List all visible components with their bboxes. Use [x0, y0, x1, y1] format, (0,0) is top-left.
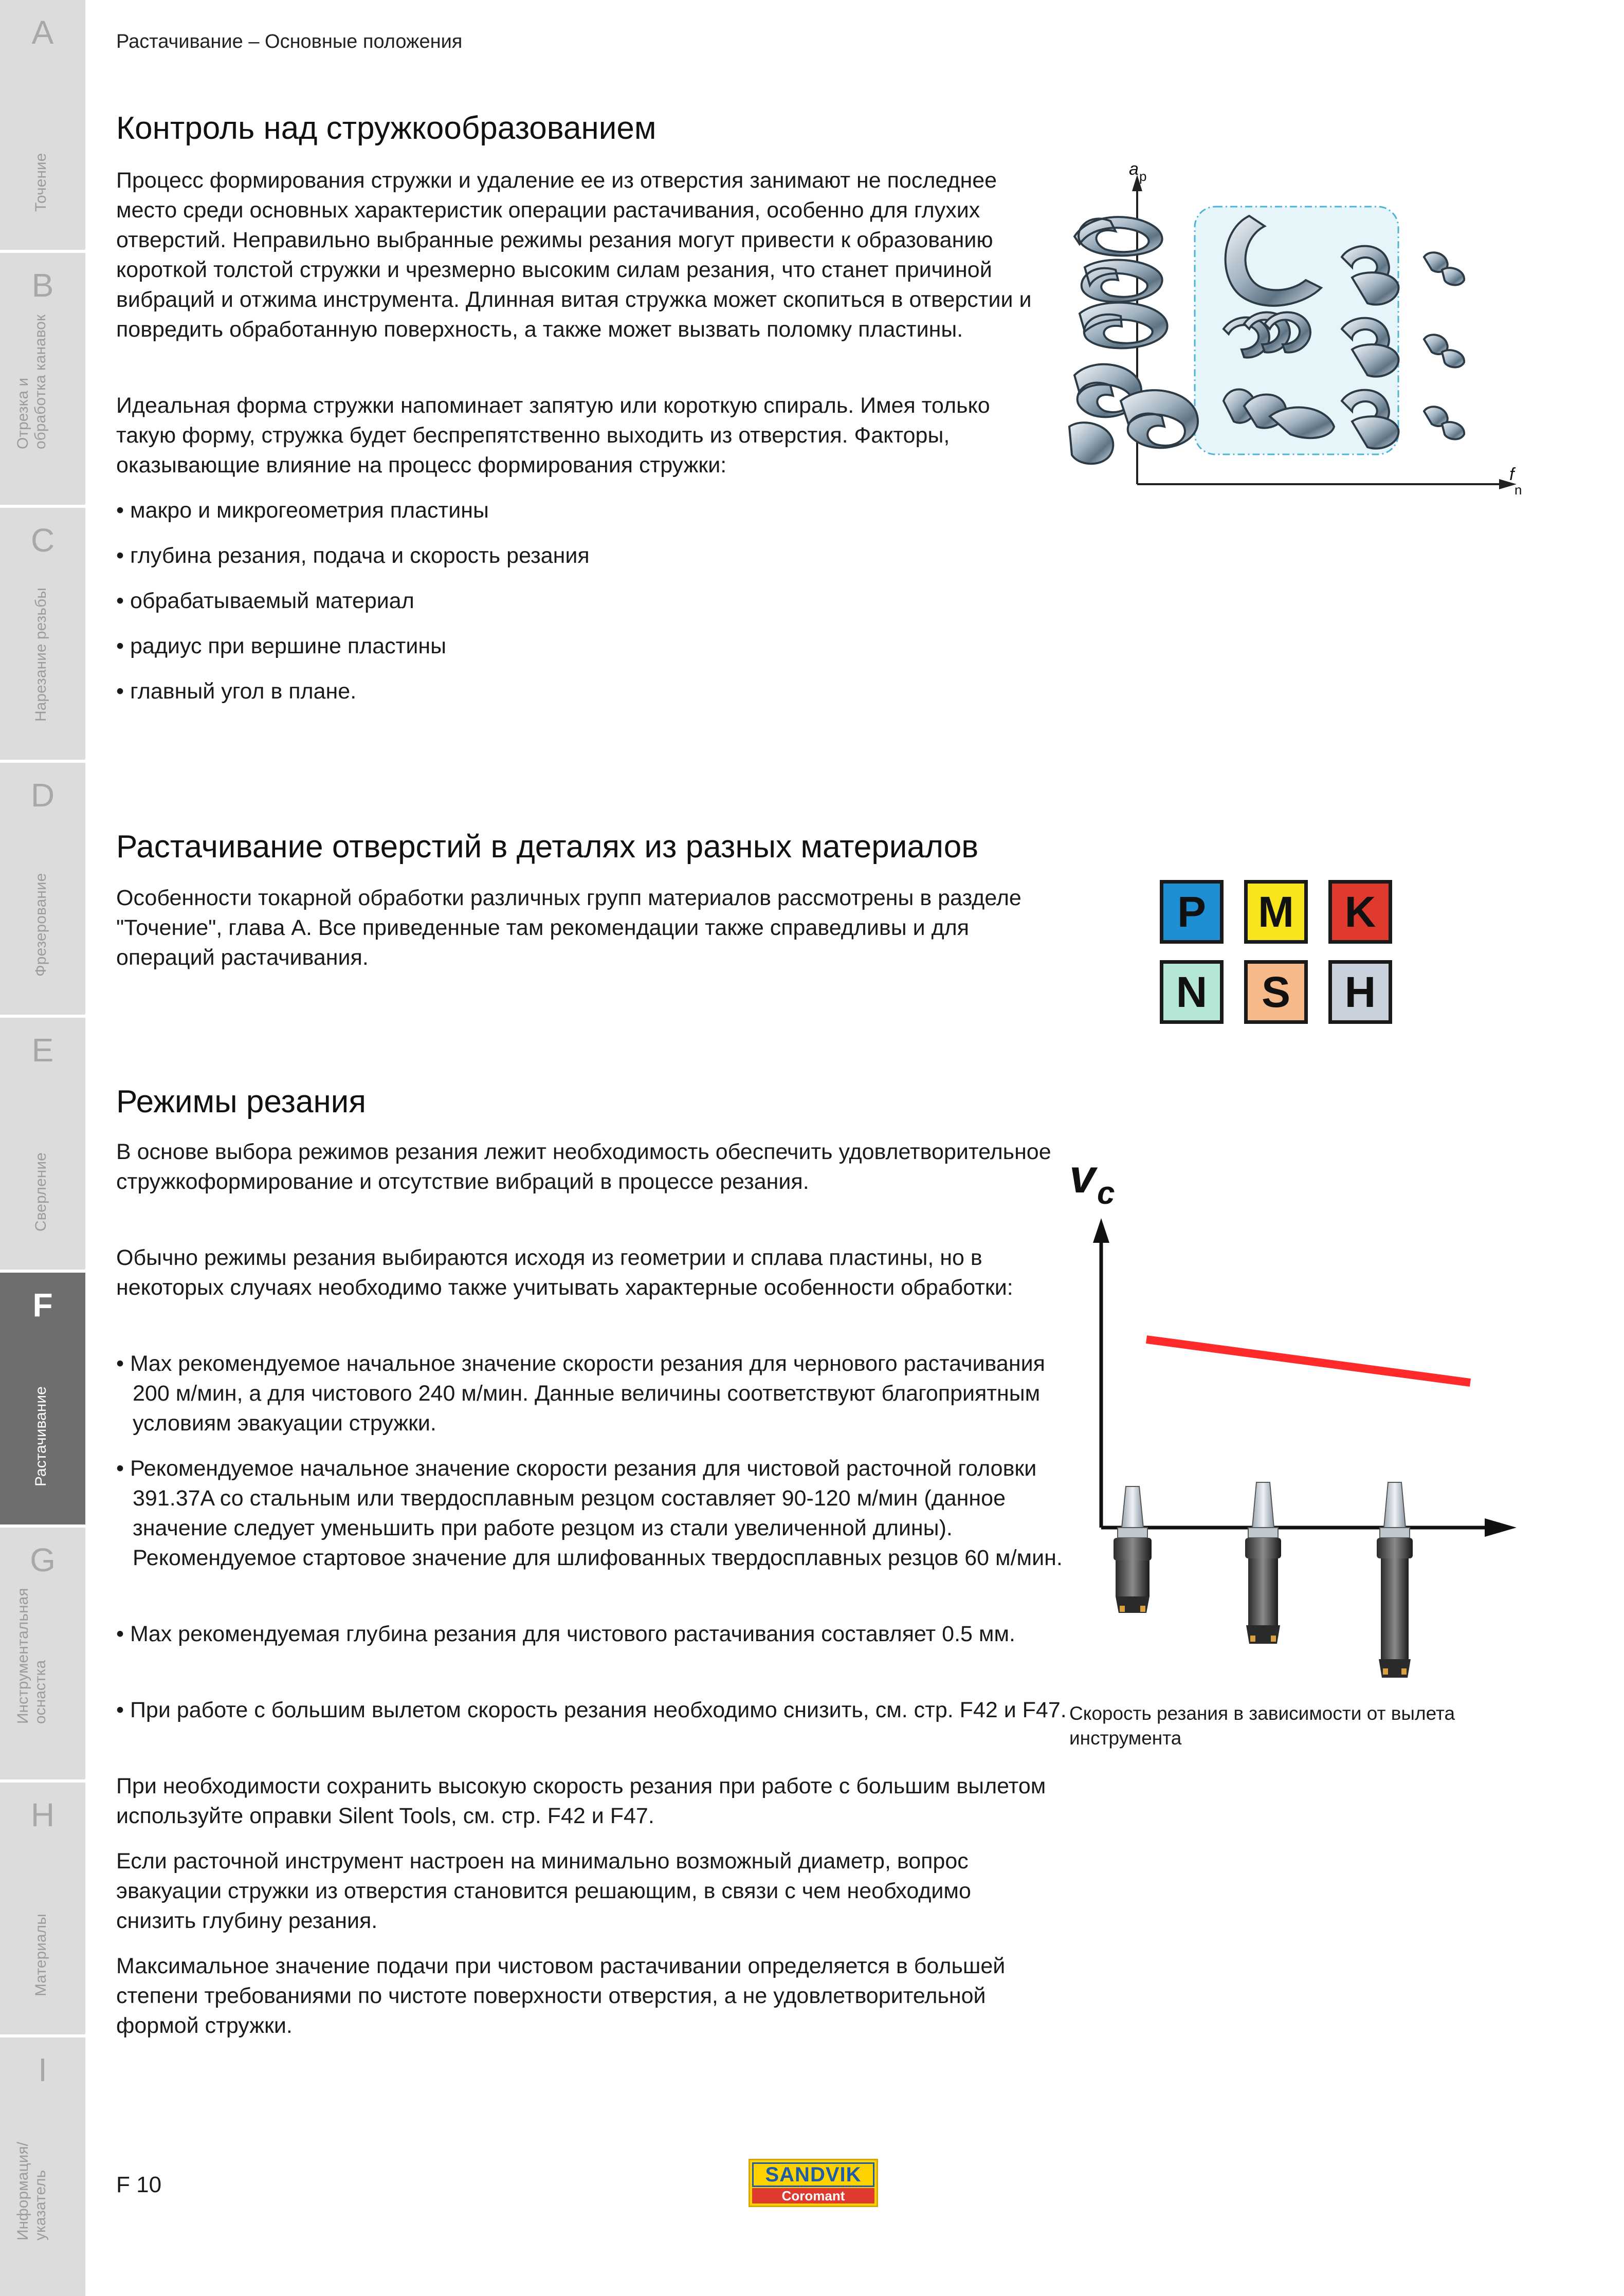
iso-group-p: P	[1160, 880, 1224, 944]
tab-label: Сверление	[32, 1152, 49, 1232]
logo-subline: Coromant	[752, 2188, 874, 2203]
list-item: • Max рекомендуемое начальное значение скорости резания для чернового растачивания 200 м/мин, а для чистового 240 м/мин. Данные величины соответствуют благоприятным условиям эвакуации стружки.	[116, 1351, 1045, 1436]
tab-letter: A	[31, 14, 54, 51]
paragraph: Процесс формирования стружки и удаление ее из отверстия занимают не последнее место среди основных характеристик операции растачивания, особенно для глухих отверстий. Неправильно выбранные режимы резания могут привести к образованию короткой толстой стружки и чрезмерно высоким силам резания, что станет причиной вибраций и отжима инструмента. Длинная витая стружка может скопиться в отверстии и повредить обработанную поверхность, а также может вызвать поломку пластины.	[116, 168, 1032, 342]
tab-parting-grooving[interactable]	[0, 253, 85, 508]
x-axis-subscript: n	[1514, 482, 1522, 498]
tab-letter: F	[32, 1287, 53, 1324]
tab-tool-holding[interactable]	[0, 1528, 85, 1783]
chart-x-arrow	[1485, 1518, 1517, 1537]
list-item: • макро и микрогеометрия пластины	[116, 498, 489, 523]
list-item: • обрабатываемый материал	[116, 589, 414, 613]
chart-caption: Скорость резания в зависимости от вылета инструмента	[1069, 1703, 1455, 1749]
page-number: F 10	[116, 2172, 162, 2197]
tab-label: Нарезание резьбы	[32, 587, 49, 722]
list-item: • При работе с большим вылетом скорость резания необходимо снизить, см. стр. F42 и F47.	[116, 1698, 1067, 1722]
list-item: • радиус при вершине пластины	[116, 634, 447, 658]
boring-tool-long	[1377, 1482, 1413, 1678]
running-header: Растачивание – Основные положения	[116, 31, 463, 52]
chart-y-subscript: c	[1097, 1175, 1115, 1211]
tab-drilling[interactable]	[0, 1018, 85, 1273]
iso-group-m: M	[1244, 880, 1308, 944]
section-title-materials: Растачивание отверстий в деталях из разных материалов	[116, 829, 979, 865]
tab-label: Точение	[32, 153, 49, 212]
long-chip-group	[1069, 217, 1198, 464]
boring-tool-medium	[1245, 1482, 1281, 1644]
sandvik-coromant-logo	[749, 2159, 878, 2207]
tab-boring[interactable]	[0, 1273, 85, 1528]
section-title-cutting-data: Режимы резания	[116, 1084, 366, 1119]
y-axis-label: a	[1129, 159, 1139, 179]
tab-threading[interactable]	[0, 508, 85, 763]
list-item: • Рекомендуемое начальное значение скорости резания для чистовой расточной головки 391.37A со стальным или твердосплавным резцом составляет 90-120 м/мин (данное значение следует уменьшить при работе резцом из стали увеличенной длины). Рекомендуемое стартовое значение для шлифованных твердосплавных резцов 60 м/мин.	[116, 1456, 1063, 1570]
logo-wordmark: SANDVIK	[752, 2162, 874, 2187]
cutting-speed-trend-line	[1146, 1339, 1470, 1383]
tab-letter: H	[30, 1796, 55, 1833]
paragraph: Идеальная форма стружки напоминает запятую или короткую спираль. Имея только такую форму, стружка будет беспрепятственно выходить из отверстия. Факторы, оказывающие влияние на процесс формирования стружки:	[116, 393, 990, 477]
paragraph: Обычно режимы резания выбираются исходя из геометрии и сплава пластины, но в некоторых случаях необходимо также учитывать характерные особенности обработки:	[116, 1245, 1013, 1300]
fragmented-chip-group	[1424, 252, 1464, 439]
chart-y-arrow	[1093, 1218, 1109, 1243]
chart-y-label: v	[1069, 1150, 1096, 1203]
tab-label: Отрезка и обработка канавок	[14, 314, 49, 449]
iso-group-h: H	[1328, 960, 1392, 1024]
chapter-tabs	[0, 0, 85, 2296]
tab-letter: C	[30, 522, 55, 559]
tab-letter: G	[30, 1541, 56, 1578]
boring-tool-short	[1114, 1486, 1152, 1613]
list-item: • главный угол в плане.	[116, 679, 357, 704]
tab-turning[interactable]	[0, 0, 85, 253]
tab-label: Инструментальная оснастка	[14, 1588, 49, 1724]
list-item: • Max рекомендуемая глубина резания для чистового растачивания составляет 0.5 мм.	[116, 1622, 1015, 1646]
iso-group-s: S	[1244, 960, 1308, 1024]
cutting-speed-overhang-chart	[1064, 1141, 1527, 1706]
iso-group-n: N	[1160, 960, 1224, 1024]
tab-letter: B	[31, 267, 54, 304]
tab-information-index[interactable]	[0, 2037, 85, 2296]
paragraph: Максимальное значение подачи при чистовом растачивании определяется в большей степени требованиями по чистоте поверхности отверстия, а не удовлетворительной формой стружки.	[116, 1954, 1006, 2038]
tab-letter: I	[38, 2051, 47, 2088]
paragraph: При необходимости сохранить высокую скорость резания при работе с большим вылетом используйте оправки Silent Tools, см. стр. F42 и F47.	[116, 1774, 1046, 1828]
tab-label: Информация/ указатель	[14, 2141, 49, 2240]
tab-letter: D	[30, 777, 55, 814]
paragraph: Если расточной инструмент настроен на минимально возможный диаметр, вопрос эвакуации стружки из отверстия становится решающим, в связи с чем необходимо снизить глубину резания.	[116, 1849, 971, 1933]
chip-form-diagram	[1064, 159, 1527, 499]
tab-milling[interactable]	[0, 763, 85, 1018]
y-axis-subscript: p	[1139, 169, 1147, 184]
tab-label: Растачивание	[32, 1386, 49, 1486]
tab-label: Фрезерование	[32, 873, 49, 977]
iso-group-k: K	[1328, 880, 1392, 944]
tab-label: Материалы	[32, 1914, 49, 1996]
section-title-chip-control: Контроль над стружкообразованием	[116, 111, 656, 146]
x-axis-label: f	[1509, 465, 1514, 484]
tab-materials[interactable]	[0, 1783, 85, 2037]
tab-letter: E	[31, 1032, 54, 1069]
list-item: • глубина резания, подача и скорость резания	[116, 543, 590, 568]
paragraph: В основе выбора режимов резания лежит необходимость обеспечить удовлетворительное стружкоформирование и отсутствие вибраций в процессе резания.	[116, 1140, 1051, 1194]
paragraph: Особенности токарной обработки различных групп материалов рассмотрены в разделе "Точение", глава А. Все приведенные там рекомендации также справедливы и для операций растачивания.	[116, 886, 1021, 970]
